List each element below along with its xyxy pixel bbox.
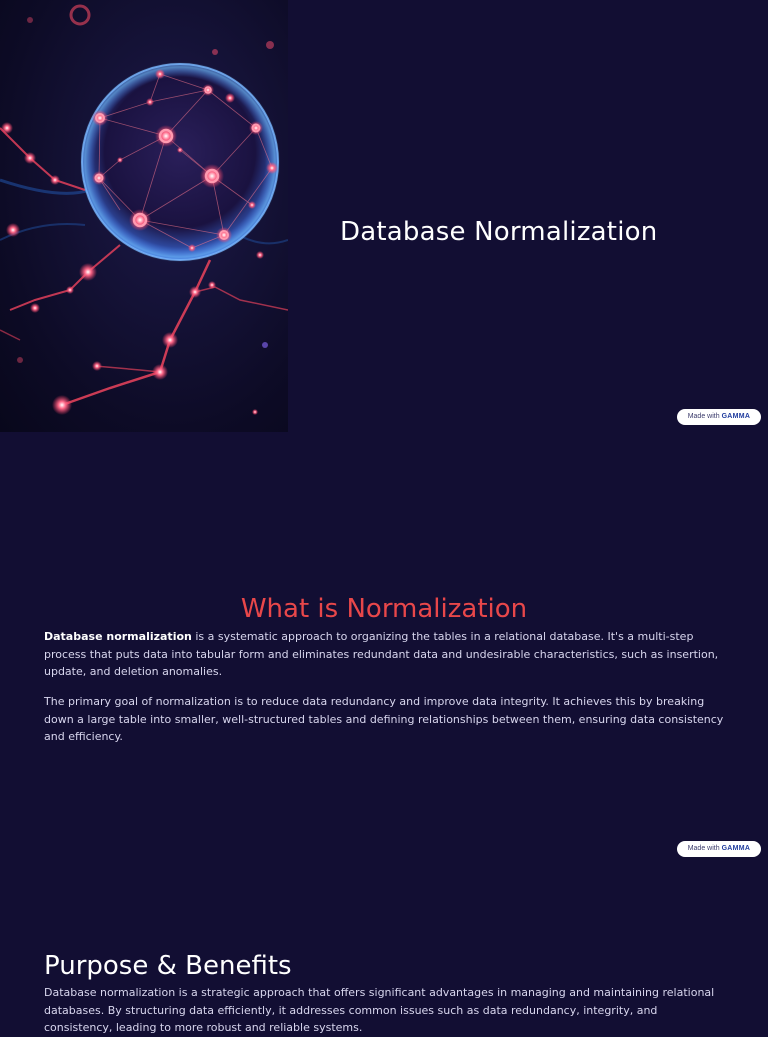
- hero-image: [0, 0, 288, 432]
- purpose-benefits-slide: [0, 864, 768, 1034]
- goal-paragraph: The primary goal of normalization is to reduce data redundancy and improve data integrity. It achieves this by breaking down a large table into smaller, well-structured tables and defining relationships between them, ensuring data consistency and efficiency.: [44, 695, 724, 743]
- made-with-gamma-badge[interactable]: [677, 841, 761, 857]
- definition-paragraph: [44, 628, 728, 681]
- bold-term: Database normalization: [44, 630, 192, 643]
- definition-text: is a systematic approach to organizing the tables in a relational database. It's a multi-step process that puts data into tabular form and eliminates redundant data and undesirable characteristics, such as insertion, update, and deletion anomalies.: [44, 630, 719, 678]
- badge-prefix: Made with: [687, 413, 720, 420]
- badge-prefix: Made with: [687, 845, 720, 852]
- network-globe-illustration: [0, 0, 288, 432]
- gamma-logo: GAMMA: [721, 413, 751, 420]
- slide-title: Purpose & Benefits: [44, 950, 292, 981]
- made-with-gamma-badge[interactable]: [677, 409, 761, 425]
- what-is-normalization-slide: [0, 432, 768, 864]
- slide-title: What is Normalization: [240, 593, 528, 624]
- title-slide: [0, 0, 768, 432]
- gamma-logo: GAMMA: [721, 845, 751, 852]
- purpose-paragraph: Database normalization is a strategic approach that offers significant advantages in managing and maintaining relational databases. By structuring data efficiently, it addresses common issues such as data redundancy, integrity, and consistency, leading to more robust and reliable systems.: [44, 986, 715, 1034]
- slide-title: Database Normalization: [340, 217, 658, 248]
